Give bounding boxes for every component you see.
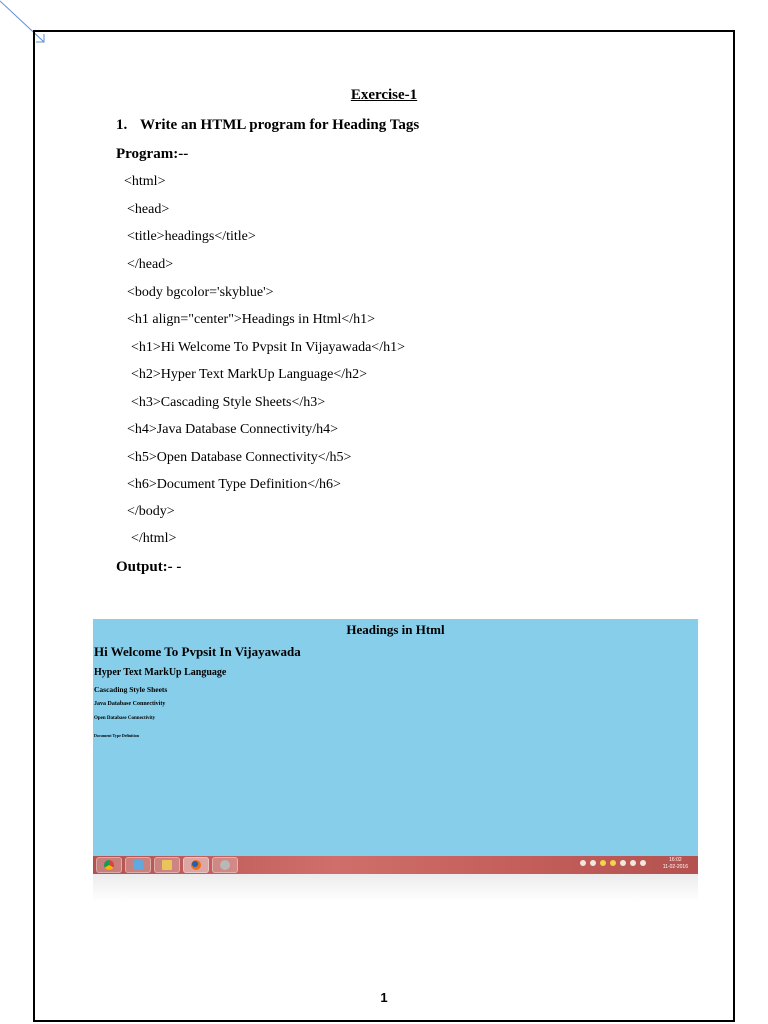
tray-icon xyxy=(620,860,626,866)
output-heading-h4: Java Database Connectivity xyxy=(94,701,166,707)
chrome-icon xyxy=(96,857,122,873)
folder-icon xyxy=(154,857,180,873)
exercise-title: Exercise-1 xyxy=(350,87,418,103)
page-number: 1 xyxy=(380,990,388,1005)
windows-taskbar xyxy=(93,856,698,874)
screenshot-shadow xyxy=(93,874,698,902)
code-line: </html> xyxy=(131,531,177,546)
program-label: Program:-- xyxy=(116,146,189,162)
code-line: <h5>Open Database Connectivity</h5> xyxy=(127,450,352,465)
tools-icon xyxy=(212,857,238,873)
output-heading-h2: Hyper Text MarkUp Language xyxy=(94,667,227,678)
tray-icon xyxy=(640,860,646,866)
tray-icon xyxy=(630,860,636,866)
output-heading-h6: Document Type Definition xyxy=(94,733,139,738)
code-line: <h1 align="center">Headings in Html</h1> xyxy=(127,312,376,327)
output-heading-h3: Cascading Style Sheets xyxy=(94,685,168,694)
code-line: <title>headings</title> xyxy=(127,229,256,244)
output-heading-h1: Hi Welcome To Pvpsit In Vijayawada xyxy=(94,644,301,659)
code-line: <h1>Hi Welcome To Pvpsit In Vijayawada</h1> xyxy=(131,340,405,355)
tray-icon xyxy=(590,860,596,866)
code-line: </body> xyxy=(127,504,175,519)
output-label: Output:- - xyxy=(116,559,182,575)
question-text: Write an HTML program for Heading Tags xyxy=(140,117,420,133)
output-screenshot xyxy=(93,619,698,856)
code-line: <h2>Hyper Text MarkUp Language</h2> xyxy=(131,367,368,382)
clock-time: 16:02 xyxy=(669,857,682,863)
explorer-icon xyxy=(125,857,151,873)
firefox-icon xyxy=(183,857,209,873)
code-line: <h3>Cascading Style Sheets</h3> xyxy=(131,395,326,410)
question-number: 1. xyxy=(116,117,128,133)
tray-icon xyxy=(610,860,616,866)
clock-date: 11-02-2016 xyxy=(662,864,688,870)
code-line: <html> xyxy=(124,174,166,189)
question xyxy=(116,117,419,134)
taskbar-clock xyxy=(663,857,688,871)
output-centered-heading: Headings in Html xyxy=(346,622,445,637)
code-line: <h6>Document Type Definition</h6> xyxy=(127,477,341,492)
code-line: <body bgcolor='skyblue'> xyxy=(127,285,274,300)
tray-icon xyxy=(580,860,586,866)
code-line: <h4>Java Database Connectivity/h4> xyxy=(127,422,339,437)
code-line: <head> xyxy=(127,202,170,217)
code-line: </head> xyxy=(127,257,174,272)
tray-icon xyxy=(600,860,606,866)
output-heading-h5: Open Database Connectivity xyxy=(94,716,156,721)
